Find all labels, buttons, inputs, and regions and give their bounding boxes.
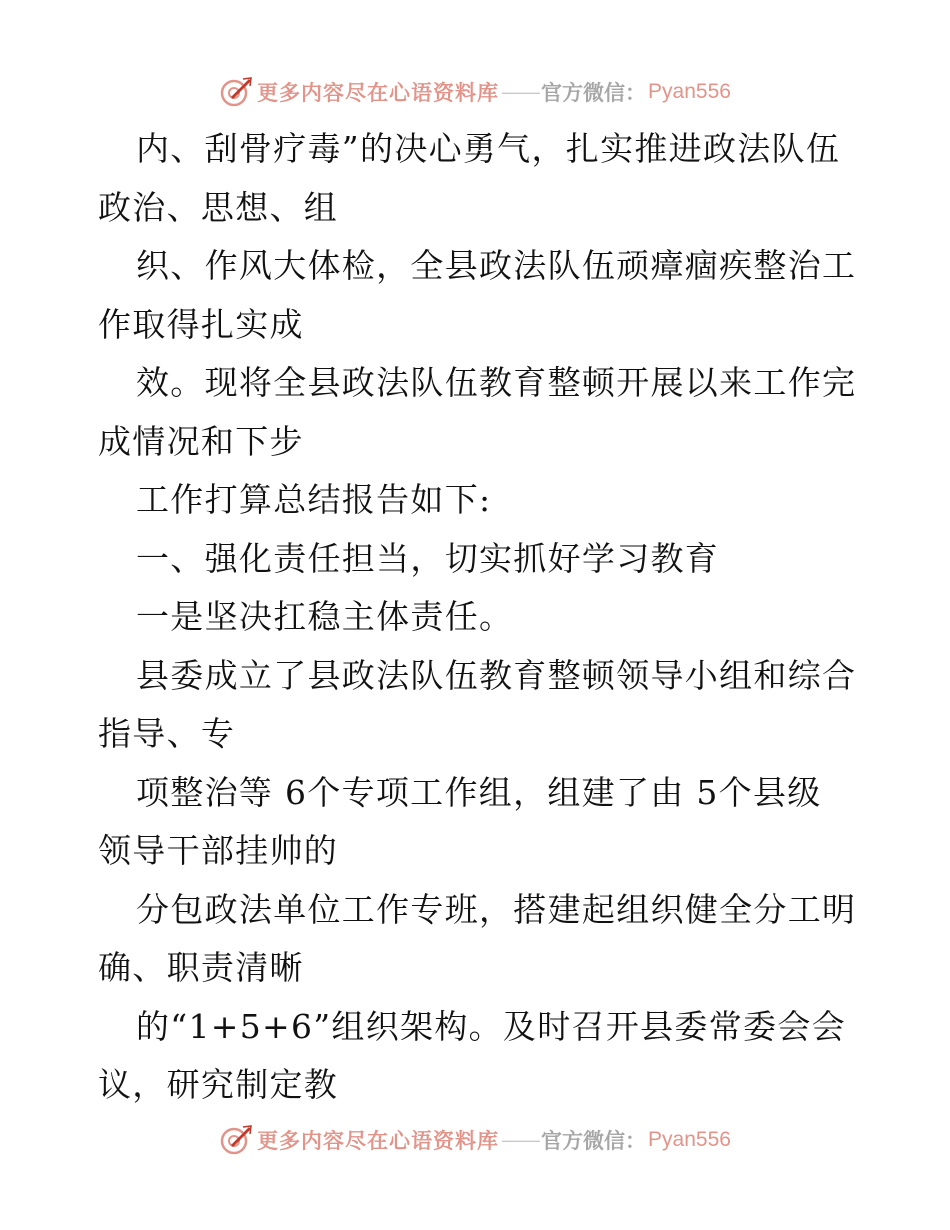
- text-line: 分包政法单位工作专班，搭建起组织健全分工明: [136, 889, 857, 929]
- text-line: 领导干部挂帅的: [98, 831, 339, 870]
- text-line: 效。现将全县政法队伍教育整顿开展以来工作完: [136, 363, 857, 402]
- header-watermark: [0, 72, 950, 112]
- quill-logo-icon: [219, 75, 253, 109]
- text-line: 内、刮骨疗毒”的决心勇气，扎实推进政法队伍: [136, 129, 841, 168]
- text-line: 成情况和下步: [98, 421, 304, 461]
- text-line: 指导、专: [98, 714, 236, 753]
- watermark-site-text: 更多内容尽在心语资料库: [257, 1128, 500, 1153]
- watermark-wechat-label: 官方微信：: [541, 1128, 647, 1153]
- text-line: 政治、思想、组: [98, 187, 339, 227]
- text-line: 县委成立了县政法队伍教育整顿领导小组和综合: [136, 655, 857, 695]
- document-body: [98, 120, 868, 1115]
- watermark-wechat-id: Pyan556: [648, 1128, 731, 1151]
- watermark-site-text: 更多内容尽在心语资料库: [257, 80, 500, 105]
- watermark-dash: ——: [501, 1128, 540, 1152]
- watermark-wechat-label: 官方微信：: [541, 80, 647, 105]
- watermark-dash: ——: [501, 80, 540, 104]
- watermark-wechat-id: Pyan556: [648, 80, 731, 103]
- text-line: 议，研究制定教: [98, 1065, 339, 1104]
- text-line: 织、作风大体检，全县政法队伍顽瘴痼疾整治工: [136, 246, 857, 285]
- text-line: 工作打算总结报告如下:: [136, 480, 492, 519]
- text-line: 的“1+5+6”组织架构。及时召开县委常委会会: [136, 1006, 846, 1046]
- quill-logo-icon: [219, 1123, 253, 1157]
- footer-watermark: [0, 1120, 950, 1160]
- text-line: 项整治等 6个专项工作组，组建了由 5个县级: [136, 772, 822, 812]
- text-line: 确、职责清晰: [98, 948, 304, 987]
- text-line: 一是坚决扛稳主体责任。: [136, 597, 514, 636]
- text-line: 一、强化责任担当，切实抓好学习教育: [136, 538, 720, 578]
- text-line: 作取得扎实成: [98, 304, 304, 344]
